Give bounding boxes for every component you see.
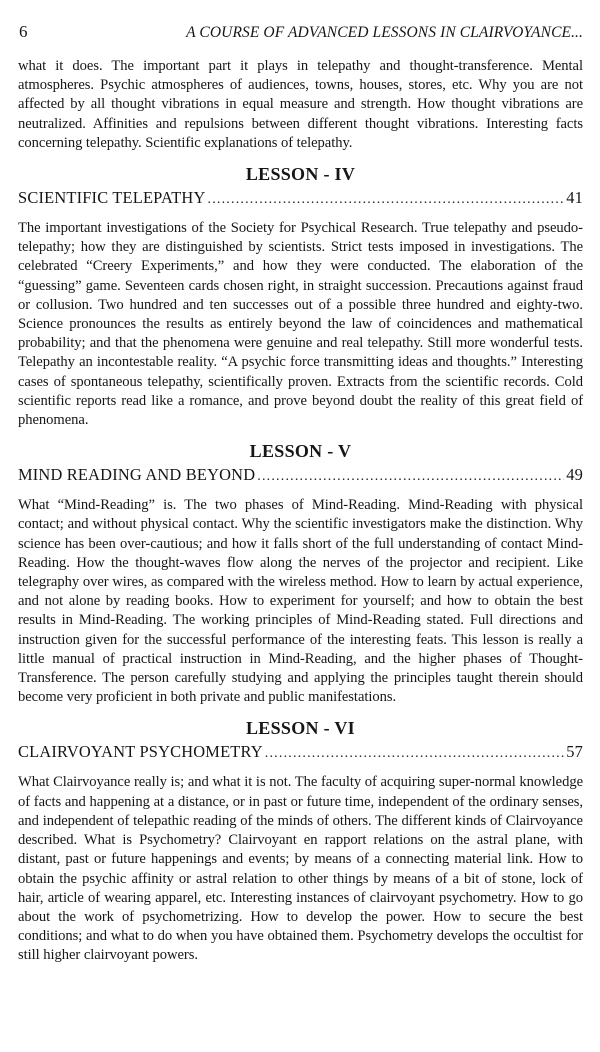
toc-entry [18,186,583,212]
lesson-section [18,717,583,965]
running-header [18,22,583,43]
lesson-heading: LESSON - IV [245,164,356,185]
lesson-page-number: 57 [566,742,583,762]
lesson-page-number: 49 [566,465,583,485]
lesson-title: SCIENTIFIC TELEPATHY [18,188,206,208]
intro-paragraph: what it does. The important part it plays in telepathy and thought-transference. Mental atmospheres. Psychic atmospheres of audiences, towns, houses, stores, etc. Why you are not affected by all thought vibrations in equal measure and strength. How thought vibrations are neutralized. Affinities and repulsions between different thought vibrations. Interesting facts concerning telepathy. Scientific explanations of telepathy. [18,58,583,151]
leader-dots [208,188,565,212]
lesson-heading: LESSON - V [249,441,352,462]
lesson-section [18,163,583,430]
leader-dots [257,465,564,489]
lesson-title: MIND READING AND BEYOND [18,465,256,485]
toc-entry [18,463,583,489]
lesson-heading: LESSON - VI [245,718,355,739]
toc-entry [18,740,583,766]
lesson-summary: What Clairvoyance really is; and what it is not. The faculty of acquiring super-normal knowledge of facts and happening at a distance, or in past or future time, independent of the ordinary senses, and independent of telepathic reading of the minds of others. The different kinds of Clairvoyance described. What is Psychometry? Clairvoyant en rapport relations on the astral plane, with distant, past or future happenings and events; by means of a connecting material link. How to obtain the psychic affinity or astral relation to other things by means of a bit of stone, lock of hair, article of wearing apparel, etc. Interesting instances of clairvoyant psychometry. How to go about the work of psychometrizing. How to develop the power. How to secure the best conditions; and what to do when you have obtained them. Psychometry develops the occultist for still higher clairvoyant powers. [18,774,583,964]
lesson-section [18,440,583,707]
lesson-summary: What “Mind-Reading” is. The two phases of Mind-Reading. Mind-Reading with physical contact; and without physical contact. Why the scientific investigators make the distinction. Why science has been over-cautious; and how it falls short of the full understanding of contact Mind-Reading. How the thought-waves flow along the nerves of the projector and recipient. Like telegraphy over wires, as compared with the wireless method. How to learn by actual experience, and not alone by reading books. How to experiment for yourself; and how to obtain the best results in Mind-Reading. The working principles of Mind-Reading stated. Full directions and instruction given for the successful performance of the interesting feats. This lesson is really a little manual of practical instruction in Mind-Reading, and the higher phases of Thought-Transference. The person carefully studying and applying the principles taught therein should become very proficient in both private and public manifestations. [18,497,583,706]
lesson-summary: The important investigations of the Society for Psychical Research. True telepathy and pseudo-telepathy; how they are distinguished by scientists. Strict tests imposed in investigations. The celebrated “Creery Experiments,” and how they were conducted. The elaboration of the “guessing” game. Seventeen cards chosen right, in straight succession. Precautions against fraud or collusion. Two hundred and ten successes out of a possible three hundred and eighty-two. Science pronounces the results as entirely beyond the law of coincidences and mathematical probability; and that the phenomena were genuine and real telepathy. Still more wonderful tests. Telepathy an incontestable reality. “A psychic force transmitting ideas and thoughts.” Interesting cases of spontaneous telepathy, scientifically proven. Extracts from the scientific records. Cold scientific reports read like a romance, and prove beyond doubt the reality of this great field of phenomena. [18,220,583,429]
lesson-title: CLAIRVOYANT PSYCHOMETRY [18,742,263,762]
page-number: 6 [19,22,28,41]
running-title: A COURSE OF ADVANCED LESSONS IN CLAIRVOYANCE... [186,24,583,41]
leader-dots [265,742,564,766]
lesson-page-number: 41 [566,188,583,208]
